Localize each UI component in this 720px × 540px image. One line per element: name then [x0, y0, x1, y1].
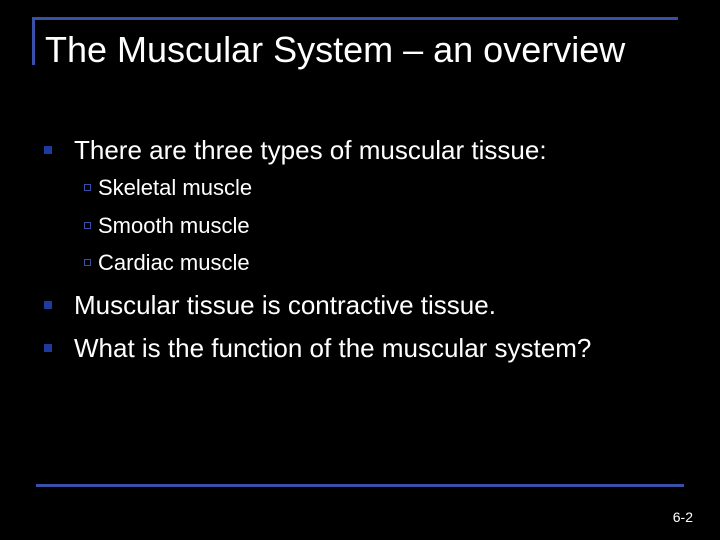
bullet-text: What is the function of the muscular system? [74, 333, 592, 363]
bullet-square-icon [44, 301, 52, 309]
sub-bullet-text: Skeletal muscle [98, 175, 253, 200]
bullet-square-icon [44, 146, 52, 154]
bullet-text: There are three types of muscular tissue: [74, 135, 547, 165]
sub-bullet-text: Cardiac muscle [98, 250, 250, 275]
page-number: 6-2 [672, 509, 693, 525]
hollow-square-icon [84, 259, 91, 266]
title-frame-top [32, 17, 678, 20]
slide-title: The Muscular System – an overview [45, 29, 626, 70]
hollow-square-icon [84, 222, 91, 229]
hollow-square-icon [84, 184, 91, 191]
footer-divider [36, 484, 684, 487]
bullet-square-icon [44, 344, 52, 352]
title-frame-left [32, 17, 35, 65]
sub-bullet-text: Smooth muscle [98, 213, 250, 238]
bullet-text: Muscular tissue is contractive tissue. [74, 290, 496, 320]
